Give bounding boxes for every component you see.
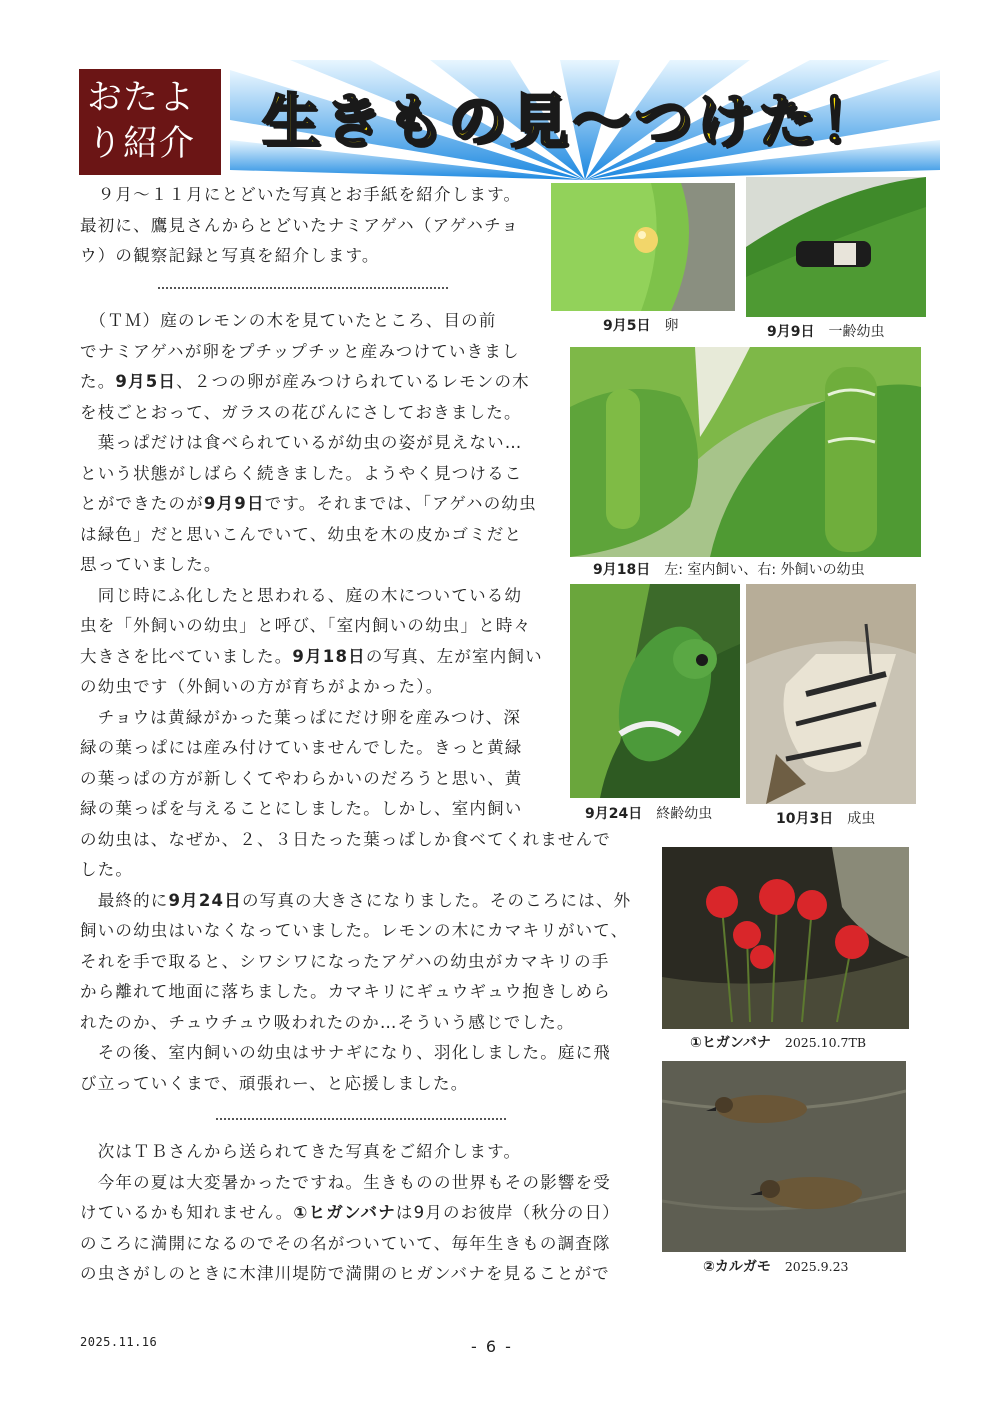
tb-line [80, 1198, 620, 1229]
date-highlight: 9月9日 [203, 494, 265, 513]
tb-text [80, 1137, 620, 1290]
caption-date: 10月3日 [776, 811, 834, 827]
text-run: た。 [80, 372, 116, 391]
page-number: - 6 - [471, 1337, 513, 1356]
adult-butterfly-photo [746, 584, 916, 804]
date-highlight: 9月18日 [292, 646, 366, 666]
intro-line: 最初に、鷹見さんからとどいたナミアゲハ（アゲハチョ [80, 215, 520, 235]
text-run: の写真の大きさになりました。そのころには、外 [241, 890, 632, 910]
story-line [80, 642, 631, 673]
tb-line: 今年の夏は大変暑かったですね。生きものの世界もその影響を受 [80, 1172, 611, 1192]
story-line: 葉っぱだけは食べられているが幼虫の姿が見えない… [80, 433, 523, 452]
caption-date: 9月24日 [585, 806, 643, 822]
story-line: その後、室内飼いの幼虫はサナギになり、羽化しました。庭に飛 [80, 1043, 611, 1062]
date-highlight: 9月5日 [115, 372, 177, 391]
caption-source: 2025.10.7TB [784, 1035, 867, 1050]
text-run: は9月のお彼岸（秋分の日） [395, 1203, 621, 1222]
caption-date: 9月5日 [603, 318, 651, 334]
larvae-caption [593, 559, 865, 579]
story-line: 緑の葉っぱを与えることにしました。しかし、室内飼い [80, 799, 523, 818]
caption-label: 一齢幼虫 [828, 324, 885, 340]
caption-label: 卵 [664, 318, 679, 334]
text-run: の写真、左が室内飼い [365, 646, 543, 666]
section-tag [79, 69, 221, 175]
story-line: それを手で取ると、シワシワになったアゲハの幼虫がカマキリの手 [80, 951, 610, 971]
story-text [80, 306, 631, 1099]
story-line: でナミアゲハが卵をプチップチッと産みつけていきまし [80, 341, 520, 361]
caption-date: 9月18日 [593, 562, 651, 578]
story-line [80, 367, 631, 398]
caption-source: 2025.9.23 [784, 1259, 849, 1274]
tb-line: 次はＴＢさんから送られてきた写真をご紹介します。 [80, 1142, 522, 1161]
page-title: 生きもの見〜つけた！ [262, 87, 883, 155]
story-line: れたのか、チュウチュウ吸われたのか…そういう感じでした。 [80, 1012, 575, 1032]
text-run: 、２つの卵が産みつけられているレモンの木 [176, 372, 530, 391]
higanbana-caption [690, 1032, 866, 1052]
first-instar-caption [767, 321, 884, 341]
text-run: 大きさを比べていました。 [80, 646, 293, 666]
dotted-divider [216, 1118, 506, 1120]
caption-label: 終齢幼虫 [656, 806, 713, 822]
story-line: の幼虫です（外飼いの方が育ちがよかった）。 [80, 677, 444, 696]
date-highlight: 9月24日 [168, 890, 242, 910]
higanbana-photo [662, 847, 909, 1029]
story-line: を枝ごとおって、ガラスの花びんにさしておきました。 [80, 402, 522, 422]
story-line: び立っていくまで、頑張れー、と応援しました。 [80, 1073, 469, 1093]
species-highlight: ①ヒガンバナ [293, 1203, 396, 1222]
story-line: した。 [80, 860, 134, 879]
caption-label: ②カルガモ [703, 1259, 771, 1275]
first-instar-photo [746, 177, 926, 317]
section-tag-line1: おたよ [87, 78, 196, 118]
intro-line: ウ）の観察記録と写真を紹介します。 [80, 246, 380, 265]
story-line: の葉っぱの方が新しくてやわらかいのだろうと思い、黄 [80, 768, 523, 788]
story-line: から離れて地面に落ちました。カマキリにギュウギュウ抱きしめら [80, 982, 611, 1001]
intro-text [80, 180, 521, 272]
egg-caption [603, 315, 678, 335]
intro-line: ９月〜１１月にとどいた写真とお手紙を紹介します。 [80, 185, 522, 204]
final-instar-photo [570, 584, 740, 798]
text-run: けているかも知れません。 [80, 1203, 294, 1222]
duck-photo [662, 1061, 906, 1252]
larvae-comparison-photo [570, 347, 921, 557]
text-run: 最終的に [80, 890, 169, 910]
text-run: とができたのが [80, 494, 204, 513]
footer-date: 2025.11.16 [80, 1335, 158, 1349]
story-line [80, 489, 631, 520]
caption-label: ①ヒガンバナ [690, 1035, 771, 1051]
text-run: です。それまでは、「アゲハの幼虫 [264, 494, 537, 513]
caption-label: 成虫 [847, 811, 876, 827]
story-line: 思っていました。 [80, 555, 222, 574]
story-line: 同じ時にふ化したと思われる、庭の木についている幼 [80, 585, 523, 605]
tb-line: のころに満開になるのでその名がついていて、毎年生きもの調査隊 [80, 1233, 611, 1253]
dotted-divider [158, 287, 448, 289]
adult-caption [776, 808, 875, 828]
tb-line: の虫さがしのときに木津川堤防で満開のヒガンバナを見ることがで [80, 1264, 610, 1283]
story-line: チョウは黄緑がかった葉っぱにだけ卵を産みつけ、深 [80, 707, 522, 727]
story-line: （ＴＭ）庭のレモンの木を見ていたところ、目の前 [80, 311, 497, 330]
story-line: という状態がしばらく続きました。ようやく見つけるこ [80, 463, 523, 483]
caption-label: 左: 室内飼い、右: 外飼いの幼虫 [664, 562, 865, 578]
story-line: 虫を「外飼いの幼虫」と呼び、「室内飼いの幼虫」と時々 [80, 616, 532, 635]
story-line: は緑色」だと思いこんでいて、幼虫を木の皮かゴミだと [80, 524, 523, 544]
story-line: 緑の葉っぱには産み付けていませんでした。きっと黄緑 [80, 738, 523, 757]
story-line: 飼いの幼虫はいなくなっていました。レモンの木にカマキリがいて、 [80, 921, 629, 940]
final-instar-caption [585, 803, 712, 823]
caption-date: 9月9日 [767, 324, 815, 340]
egg-photo [551, 183, 735, 311]
section-tag-line2: り紹介 [87, 124, 196, 164]
duck-caption [703, 1256, 848, 1276]
story-line: の幼虫は、なぜか、２、３日たった葉っぱしか食べてくれませんで [80, 829, 611, 849]
story-line [80, 886, 631, 917]
